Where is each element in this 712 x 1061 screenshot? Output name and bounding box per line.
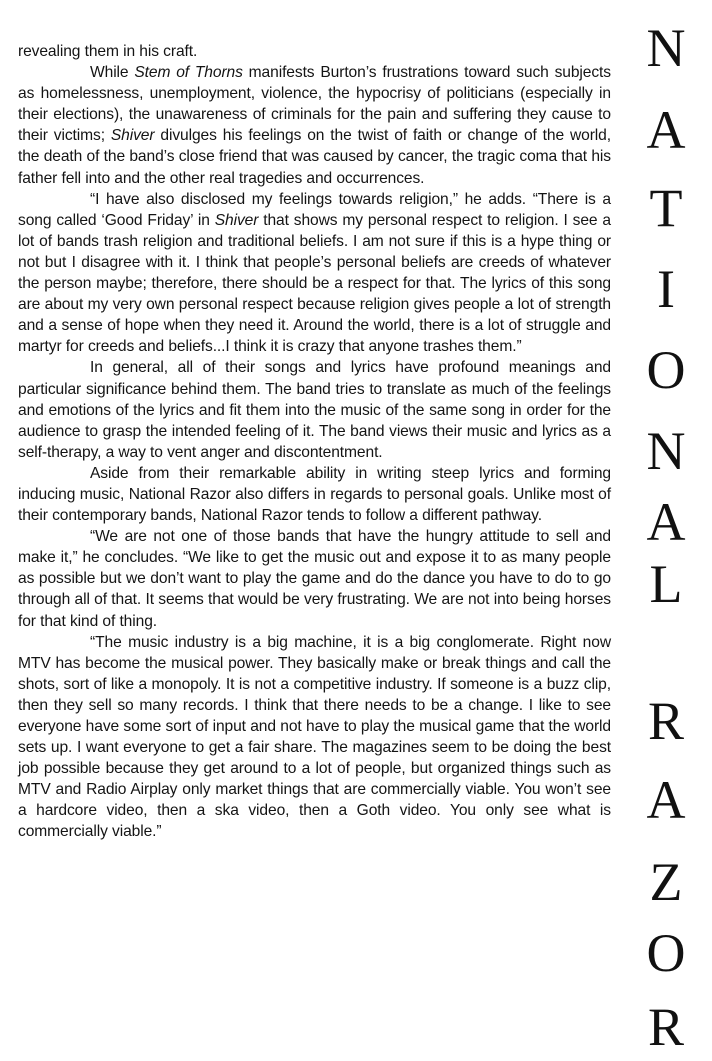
paragraph-intro: revealing them in his craft. [18,43,198,60]
title-letter: O [646,923,686,983]
paragraph-lyrics-meaning: In general, all of their songs and lyrics have profound meanings and particular significance behind them. The band tries to translate as much of the feelings and emotions of the lyrics and fit them into the music of the same song in order for the audience to grasp the intended feeling of it. The band views their music and lyrics as a self-therapy, a way to vent anger and discontentment. [18,359,611,461]
text-run: manifests Burton’s frustrations toward such subjects as homelessness, unemployment, violence, the hypocrisy of politicians (especially in their elections), the unawareness of criminals for the pain and suffering they cause to their victims; [18,64,611,145]
paragraph-frustrations [18,62,611,189]
title-letter: L [649,554,683,614]
title-letter: N [646,421,686,481]
title-letter: A [646,770,686,830]
paragraph-personal-goals: Aside from their remarkable ability in writing steep lyrics and forming inducing music, National Razor also differs in regards to personal goals. Unlike most of their contemporary bands, National Razor tends to follow a different pathway. [18,464,611,525]
title-letter: A [646,100,686,160]
album-title-shiver: Shiver [110,127,155,145]
album-title-stem-of-thorns: Stem of Thorns [134,64,243,82]
article-body [18,41,611,843]
album-title-shiver: Shiver [214,211,259,229]
title-letter: R [647,997,685,1057]
paragraph-hungry-attitude: “We are not one of those bands that have the hungry attitude to sell and make it,” he concludes. “We like to get the music out and expose it to as many people as possible but we don’t want to play the game and do the dance you have to do to go through all of that. It seems that would be very frustrating. We are not into being horses for that kind of thing. [18,528,611,630]
text-run: While [90,64,135,82]
title-letter: R [647,691,685,751]
text-run: that shows my personal respect to religion. I see a lot of bands trash religion and traditional beliefs. I am not sure if this is a hype thing or not but I disagree with it. I think that people’s personal beliefs are creeds of whatever the person maybe; therefore, there should be a respect for that. The lyrics of this song are about my very own personal respect because religion gives people a lot of strength and a sense of hope when they need it. Around the world, there is a lot of struggle and martyr for creeds and beliefs...I think it is crazy that anyone trashes them.” [18,211,611,356]
title-letter: Z [649,852,683,912]
title-letter: O [646,340,686,400]
title-letter: N [646,18,686,78]
text-run: “I have also disclosed my feelings towards religion,” he adds. “There is a song called ‘Good Friday’ in [18,190,611,229]
title-letter: T [649,178,683,238]
paragraph-music-industry: “The music industry is a big machine, it is a big conglomerate. Right now MTV has become the musical power. They basically make or break things and call the shots, sort of like a monopoly. It is not a competitive industry. If someone is a buzz clip, then they sell so many records. I think that there needs to be a change. I like to see everyone have some sort of input and not have to play the musical game that the world sets up. I want everyone to get a fair share. The magazines seem to be doing the best job possible because they get around to a lot of people, but organized things such as MTV and Radio Airplay only market things that are commercially viable. You won’t see a hardcore video, then a ska video, then a Goth video. You only see what is commercially viable.” [18,633,611,841]
title-letter: A [646,492,686,552]
title-letter: I [657,259,675,319]
text-run: divulges his feelings on the twist of faith or change of the world, the death of the band’s close friend that was caused by cancer, the tragic coma that his father fell into and the other real tragedies and occurrences. [18,127,611,187]
paragraph-religion [18,189,611,358]
